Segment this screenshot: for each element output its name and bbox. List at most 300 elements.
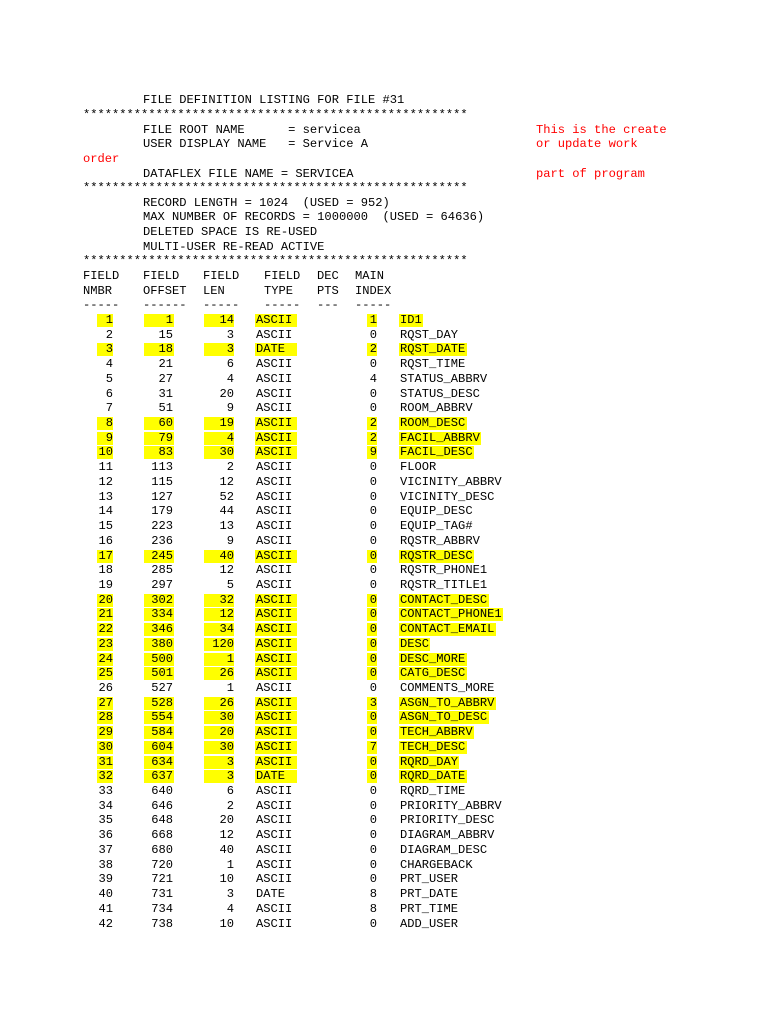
field-nmbr: 1	[105, 313, 113, 327]
note-line-2: or update work	[536, 137, 638, 151]
field-len: 30	[219, 445, 234, 460]
header-nmbr: NMBR	[83, 284, 113, 298]
field-type: ASCII	[256, 842, 293, 857]
field-name: RQRD_DAY	[400, 754, 459, 769]
field-index: 0	[369, 386, 377, 401]
field-row	[0, 784, 770, 799]
field-name: RQRD_TIME	[400, 784, 466, 799]
field-row	[0, 828, 770, 843]
field-nmbr: 21	[98, 607, 113, 622]
field-name: RQSTR_TITLE1	[400, 577, 488, 592]
header-rule: -----	[203, 298, 240, 312]
field-row	[0, 504, 770, 519]
field-offset: 334	[151, 607, 173, 622]
field-row	[0, 858, 770, 873]
field-len: 4	[226, 901, 234, 916]
max-records: MAX NUMBER OF RECORDS = 1000000 (USED = 64636)	[143, 210, 485, 224]
field-len: 32	[219, 592, 234, 607]
field-row	[0, 460, 770, 475]
field-name: CONTACT_EMAIL	[400, 622, 495, 637]
field-type: DATE	[256, 887, 286, 902]
field-row	[0, 416, 770, 431]
field-name: DIAGRAM_DESC	[400, 842, 488, 857]
field-offset: 634	[151, 754, 173, 769]
field-row	[0, 549, 770, 564]
field-len: 3	[226, 327, 234, 342]
field-len: 12	[219, 474, 234, 489]
field-index: 7	[369, 739, 377, 754]
field-type: ASCII	[256, 813, 293, 828]
field-name: ASGN_TO_DESC	[400, 710, 488, 725]
field-offset: 501	[151, 666, 173, 681]
header-rule: -----	[83, 298, 120, 312]
field-index: 0	[369, 842, 377, 857]
field-index: 0	[369, 489, 377, 504]
field-len: 44	[219, 504, 234, 519]
field-name: STATUS_DESC	[400, 386, 480, 401]
field-name: CHARGEBACK	[400, 857, 473, 872]
field-name: RQST_DATE	[400, 342, 466, 357]
field-offset: 648	[151, 813, 173, 828]
field-index: 0	[369, 784, 377, 799]
field-name: FLOOR	[400, 460, 437, 475]
field-len: 20	[219, 813, 234, 828]
field-name: RQRD_DATE	[400, 769, 466, 784]
field-len: 1	[226, 857, 234, 872]
field-len: 52	[219, 489, 234, 504]
field-row	[0, 872, 770, 887]
user-display-name: USER DISPLAY NAME = Service A	[143, 137, 368, 151]
field-row	[0, 755, 770, 770]
field-offset: 297	[151, 577, 173, 592]
field-type: ASCII	[256, 386, 293, 401]
field-type: ASCII	[256, 577, 293, 592]
field-row	[0, 534, 770, 549]
field-type: ASCII	[256, 710, 293, 725]
field-nmbr: 4	[105, 357, 113, 372]
field-index: 0	[369, 563, 377, 578]
field-len: 30	[219, 710, 234, 725]
field-name: CONTACT_PHONE1	[400, 607, 502, 622]
field-row	[0, 902, 770, 917]
field-len: 3	[226, 769, 234, 784]
field-name: RQSTR_PHONE1	[400, 563, 488, 578]
field-index: 8	[369, 901, 377, 916]
field-type: ASCII	[256, 901, 293, 916]
field-row	[0, 387, 770, 402]
field-offset: 668	[151, 828, 173, 843]
field-index: 4	[369, 371, 377, 386]
field-nmbr: 12	[98, 474, 113, 489]
field-type: ASCII	[256, 504, 293, 519]
field-index: 0	[369, 592, 377, 607]
field-name: ROOM_DESC	[400, 416, 466, 431]
field-len: 3	[226, 342, 234, 357]
field-offset: 734	[151, 901, 173, 916]
field-nmbr: 35	[98, 813, 113, 828]
field-len: 10	[219, 916, 234, 931]
field-row	[0, 740, 770, 755]
field-nmbr: 36	[98, 828, 113, 843]
field-type: ASCII	[256, 445, 293, 460]
field-nmbr: 38	[98, 857, 113, 872]
field-row	[0, 342, 770, 357]
field-len: 9	[226, 533, 234, 548]
field-nmbr: 19	[98, 577, 113, 592]
field-offset: 51	[158, 401, 173, 416]
field-name: ASGN_TO_ABBRV	[400, 695, 495, 710]
field-name: RQST_DAY	[400, 327, 459, 342]
field-row	[0, 725, 770, 740]
field-type: ASCII	[256, 607, 293, 622]
separator-line: *****************************************************	[83, 181, 468, 195]
field-len: 13	[219, 519, 234, 534]
deleted-space: DELETED SPACE IS RE-USED	[143, 225, 318, 239]
field-offset: 302	[151, 592, 173, 607]
field-nmbr: 23	[98, 636, 113, 651]
field-type: ASCII	[256, 460, 293, 475]
field-type: ASCII	[256, 357, 293, 372]
field-index: 8	[369, 887, 377, 902]
field-name: CATG_DESC	[400, 666, 466, 681]
field-name: ROOM_ABBRV	[400, 401, 473, 416]
field-row	[0, 622, 770, 637]
field-name: FACIL_DESC	[400, 445, 473, 460]
field-offset: 346	[151, 622, 173, 637]
field-row	[0, 637, 770, 652]
field-index: 0	[369, 872, 377, 887]
record-length: RECORD LENGTH = 1024 (USED = 952)	[143, 196, 390, 210]
field-type: ASCII	[256, 548, 293, 563]
field-offset: 680	[151, 842, 173, 857]
field-index: 0	[369, 357, 377, 372]
field-len: 19	[219, 416, 234, 431]
field-row	[0, 666, 770, 681]
field-offset: 554	[151, 710, 173, 725]
file-root-name: FILE ROOT NAME = servicea	[143, 123, 361, 137]
field-offset: 21	[158, 357, 173, 372]
field-nmbr: 29	[98, 725, 113, 740]
field-name: VICINITY_DESC	[400, 489, 495, 504]
field-offset: 604	[151, 739, 173, 754]
field-index: 0	[369, 474, 377, 489]
header-index: MAIN	[355, 269, 385, 283]
field-index: 0	[369, 666, 377, 681]
field-index: 0	[369, 519, 377, 534]
header-rule: -----	[264, 298, 301, 312]
field-type: ASCII	[256, 651, 293, 666]
field-index: 0	[369, 710, 377, 725]
field-name: FACIL_ABBRV	[400, 430, 480, 445]
field-len: 1	[226, 651, 234, 666]
field-type: ASCII	[256, 592, 293, 607]
field-index: 0	[369, 916, 377, 931]
field-index: 0	[369, 504, 377, 519]
field-type: DATE	[256, 342, 286, 357]
field-offset: 236	[151, 533, 173, 548]
field-row	[0, 372, 770, 387]
field-row	[0, 843, 770, 858]
field-nmbr: 24	[98, 651, 113, 666]
field-name: COMMENTS_MORE	[400, 681, 495, 695]
field-type: ASCII	[256, 489, 293, 504]
field-offset: 60	[158, 416, 173, 431]
field-offset: 640	[151, 784, 173, 799]
field-nmbr: 26	[98, 681, 113, 695]
field-type: ASCII	[256, 401, 293, 416]
field-row	[0, 357, 770, 372]
header-dec: DEC	[317, 269, 339, 283]
header-offset: OFFSET	[143, 284, 187, 298]
field-nmbr: 25	[98, 666, 113, 681]
field-len: 40	[219, 548, 234, 563]
field-offset: 380	[151, 636, 173, 651]
header-len: LEN	[203, 284, 225, 298]
field-nmbr: 33	[98, 784, 113, 799]
field-row	[0, 490, 770, 505]
field-type: ASCII	[256, 916, 293, 931]
field-type: ASCII	[256, 828, 293, 843]
field-nmbr: 7	[105, 401, 113, 416]
field-len: 26	[219, 666, 234, 681]
field-offset: 528	[151, 695, 173, 710]
field-row	[0, 681, 770, 696]
field-len: 12	[219, 828, 234, 843]
field-nmbr: 39	[98, 872, 113, 887]
field-nmbr: 8	[105, 416, 113, 431]
field-index: 0	[369, 327, 377, 342]
field-offset: 584	[151, 725, 173, 740]
field-offset: 18	[158, 342, 173, 357]
field-row	[0, 519, 770, 534]
header-index: INDEX	[355, 284, 392, 298]
header-type: TYPE	[264, 284, 294, 298]
field-offset: 245	[151, 548, 173, 563]
field-offset: 179	[151, 504, 173, 519]
field-index: 0	[369, 636, 377, 651]
field-len: 3	[226, 887, 234, 902]
field-nmbr: 14	[98, 504, 113, 519]
header-rule: ---	[317, 298, 339, 312]
header-len: FIELD	[203, 269, 240, 283]
field-row	[0, 917, 770, 932]
field-index: 0	[369, 607, 377, 622]
field-type: ASCII	[256, 313, 293, 327]
field-offset: 223	[151, 519, 173, 534]
field-nmbr: 37	[98, 842, 113, 857]
field-index: 0	[369, 533, 377, 548]
separator-line: *****************************************************	[83, 108, 468, 122]
field-offset: 500	[151, 651, 173, 666]
field-row	[0, 313, 770, 328]
field-len: 34	[219, 622, 234, 637]
field-index: 0	[369, 754, 377, 769]
field-len: 2	[226, 460, 234, 475]
field-index: 0	[369, 651, 377, 666]
field-name: DESC_MORE	[400, 651, 466, 666]
field-len: 10	[219, 872, 234, 887]
field-offset: 721	[151, 872, 173, 887]
field-name: TECH_ABBRV	[400, 725, 473, 740]
field-offset: 637	[151, 769, 173, 784]
header-offset: FIELD	[143, 269, 180, 283]
field-offset: 79	[158, 430, 173, 445]
separator-line: *****************************************************	[83, 254, 468, 268]
field-nmbr: 3	[105, 342, 113, 357]
field-nmbr: 18	[98, 563, 113, 578]
field-nmbr: 9	[105, 430, 113, 445]
field-nmbr: 11	[98, 460, 113, 475]
field-nmbr: 2	[105, 327, 113, 342]
field-offset: 113	[151, 460, 173, 475]
note-line-3: order	[83, 152, 120, 166]
field-name: PRT_DATE	[400, 887, 459, 902]
field-row	[0, 652, 770, 667]
field-offset: 738	[151, 916, 173, 931]
header-rule: ------	[143, 298, 187, 312]
field-name: PRT_USER	[400, 872, 459, 887]
field-len: 2	[226, 798, 234, 813]
field-name: STATUS_ABBRV	[400, 371, 488, 386]
field-index: 0	[369, 828, 377, 843]
field-nmbr: 34	[98, 798, 113, 813]
field-offset: 83	[158, 445, 173, 460]
field-len: 3	[226, 754, 234, 769]
field-index: 0	[369, 798, 377, 813]
field-index: 9	[369, 445, 377, 460]
field-offset: 1	[165, 313, 173, 327]
field-len: 20	[219, 725, 234, 740]
field-row	[0, 813, 770, 828]
field-name: PRIORITY_DESC	[400, 813, 495, 828]
field-nmbr: 5	[105, 371, 113, 386]
field-offset: 646	[151, 798, 173, 813]
field-offset: 15	[158, 327, 173, 342]
field-offset: 127	[151, 489, 173, 504]
field-row	[0, 887, 770, 902]
field-type: ASCII	[256, 622, 293, 637]
field-offset: 731	[151, 887, 173, 902]
field-type: ASCII	[256, 681, 293, 695]
field-name: VICINITY_ABBRV	[400, 474, 502, 489]
field-type: ASCII	[256, 636, 293, 651]
field-row	[0, 696, 770, 711]
field-len: 4	[226, 430, 234, 445]
field-len: 20	[219, 386, 234, 401]
field-len: 4	[226, 371, 234, 386]
field-offset: 115	[151, 474, 173, 489]
field-len: 26	[219, 695, 234, 710]
field-type: ASCII	[256, 784, 293, 799]
field-name: DESC	[400, 636, 430, 651]
field-type: ASCII	[256, 666, 293, 681]
field-len: 9	[226, 401, 234, 416]
field-row	[0, 593, 770, 608]
field-type: ASCII	[256, 371, 293, 386]
field-len: 5	[226, 577, 234, 592]
field-type: ASCII	[256, 695, 293, 710]
field-type: ASCII	[256, 739, 293, 754]
field-nmbr: 6	[105, 386, 113, 401]
column-header-row	[0, 269, 770, 284]
multi-user: MULTI-USER RE-READ ACTIVE	[143, 240, 325, 254]
field-row	[0, 445, 770, 460]
field-name: ADD_USER	[400, 916, 459, 931]
field-name: RQST_TIME	[400, 357, 466, 372]
field-nmbr: 16	[98, 533, 113, 548]
field-type: ASCII	[256, 519, 293, 534]
field-type: ASCII	[256, 798, 293, 813]
field-len: 6	[226, 357, 234, 372]
field-row	[0, 799, 770, 814]
field-row	[0, 401, 770, 416]
field-nmbr: 17	[98, 548, 113, 563]
column-header-rule	[0, 298, 770, 313]
field-len: 6	[226, 784, 234, 799]
field-name: TECH_DESC	[400, 739, 466, 754]
field-row	[0, 607, 770, 622]
header-rule: -----	[355, 298, 392, 312]
field-name: ID1	[400, 313, 422, 327]
header-nmbr: FIELD	[83, 269, 120, 283]
field-row	[0, 578, 770, 593]
field-len: 40	[219, 842, 234, 857]
field-name: CONTACT_DESC	[400, 592, 488, 607]
field-len: 12	[219, 563, 234, 578]
field-len: 12	[219, 607, 234, 622]
note-line-1: This is the create	[536, 123, 667, 137]
field-index: 0	[369, 769, 377, 784]
field-row	[0, 431, 770, 446]
field-row	[0, 475, 770, 490]
dataflex-file-name: DATAFLEX FILE NAME = SERVICEA	[143, 167, 354, 181]
field-nmbr: 27	[98, 695, 113, 710]
field-type: ASCII	[256, 430, 293, 445]
field-index: 1	[369, 313, 377, 327]
field-name: EQUIP_DESC	[400, 504, 473, 519]
field-offset: 31	[158, 386, 173, 401]
field-row	[0, 328, 770, 343]
field-name: PRT_TIME	[400, 901, 459, 916]
field-len: 14	[219, 313, 234, 327]
field-offset: 527	[151, 681, 173, 695]
field-nmbr: 41	[98, 901, 113, 916]
field-nmbr: 40	[98, 887, 113, 902]
field-index: 0	[369, 401, 377, 416]
field-index: 0	[369, 548, 377, 563]
field-nmbr: 42	[98, 916, 113, 931]
field-len: 1	[226, 681, 234, 695]
field-type: ASCII	[256, 327, 293, 342]
field-nmbr: 32	[98, 769, 113, 784]
field-index: 0	[369, 622, 377, 637]
note-line-4: part of program	[536, 167, 645, 181]
field-row	[0, 563, 770, 578]
field-row	[0, 710, 770, 725]
field-type: ASCII	[256, 725, 293, 740]
field-nmbr: 30	[98, 739, 113, 754]
header-dec: PTS	[317, 284, 339, 298]
field-len: 120	[212, 636, 234, 651]
field-index: 0	[369, 857, 377, 872]
column-header-row	[0, 284, 770, 299]
field-index: 3	[369, 695, 377, 710]
field-name: RQSTR_ABBRV	[400, 533, 480, 548]
field-type: ASCII	[256, 533, 293, 548]
field-nmbr: 20	[98, 592, 113, 607]
field-offset: 285	[151, 563, 173, 578]
field-len: 30	[219, 739, 234, 754]
